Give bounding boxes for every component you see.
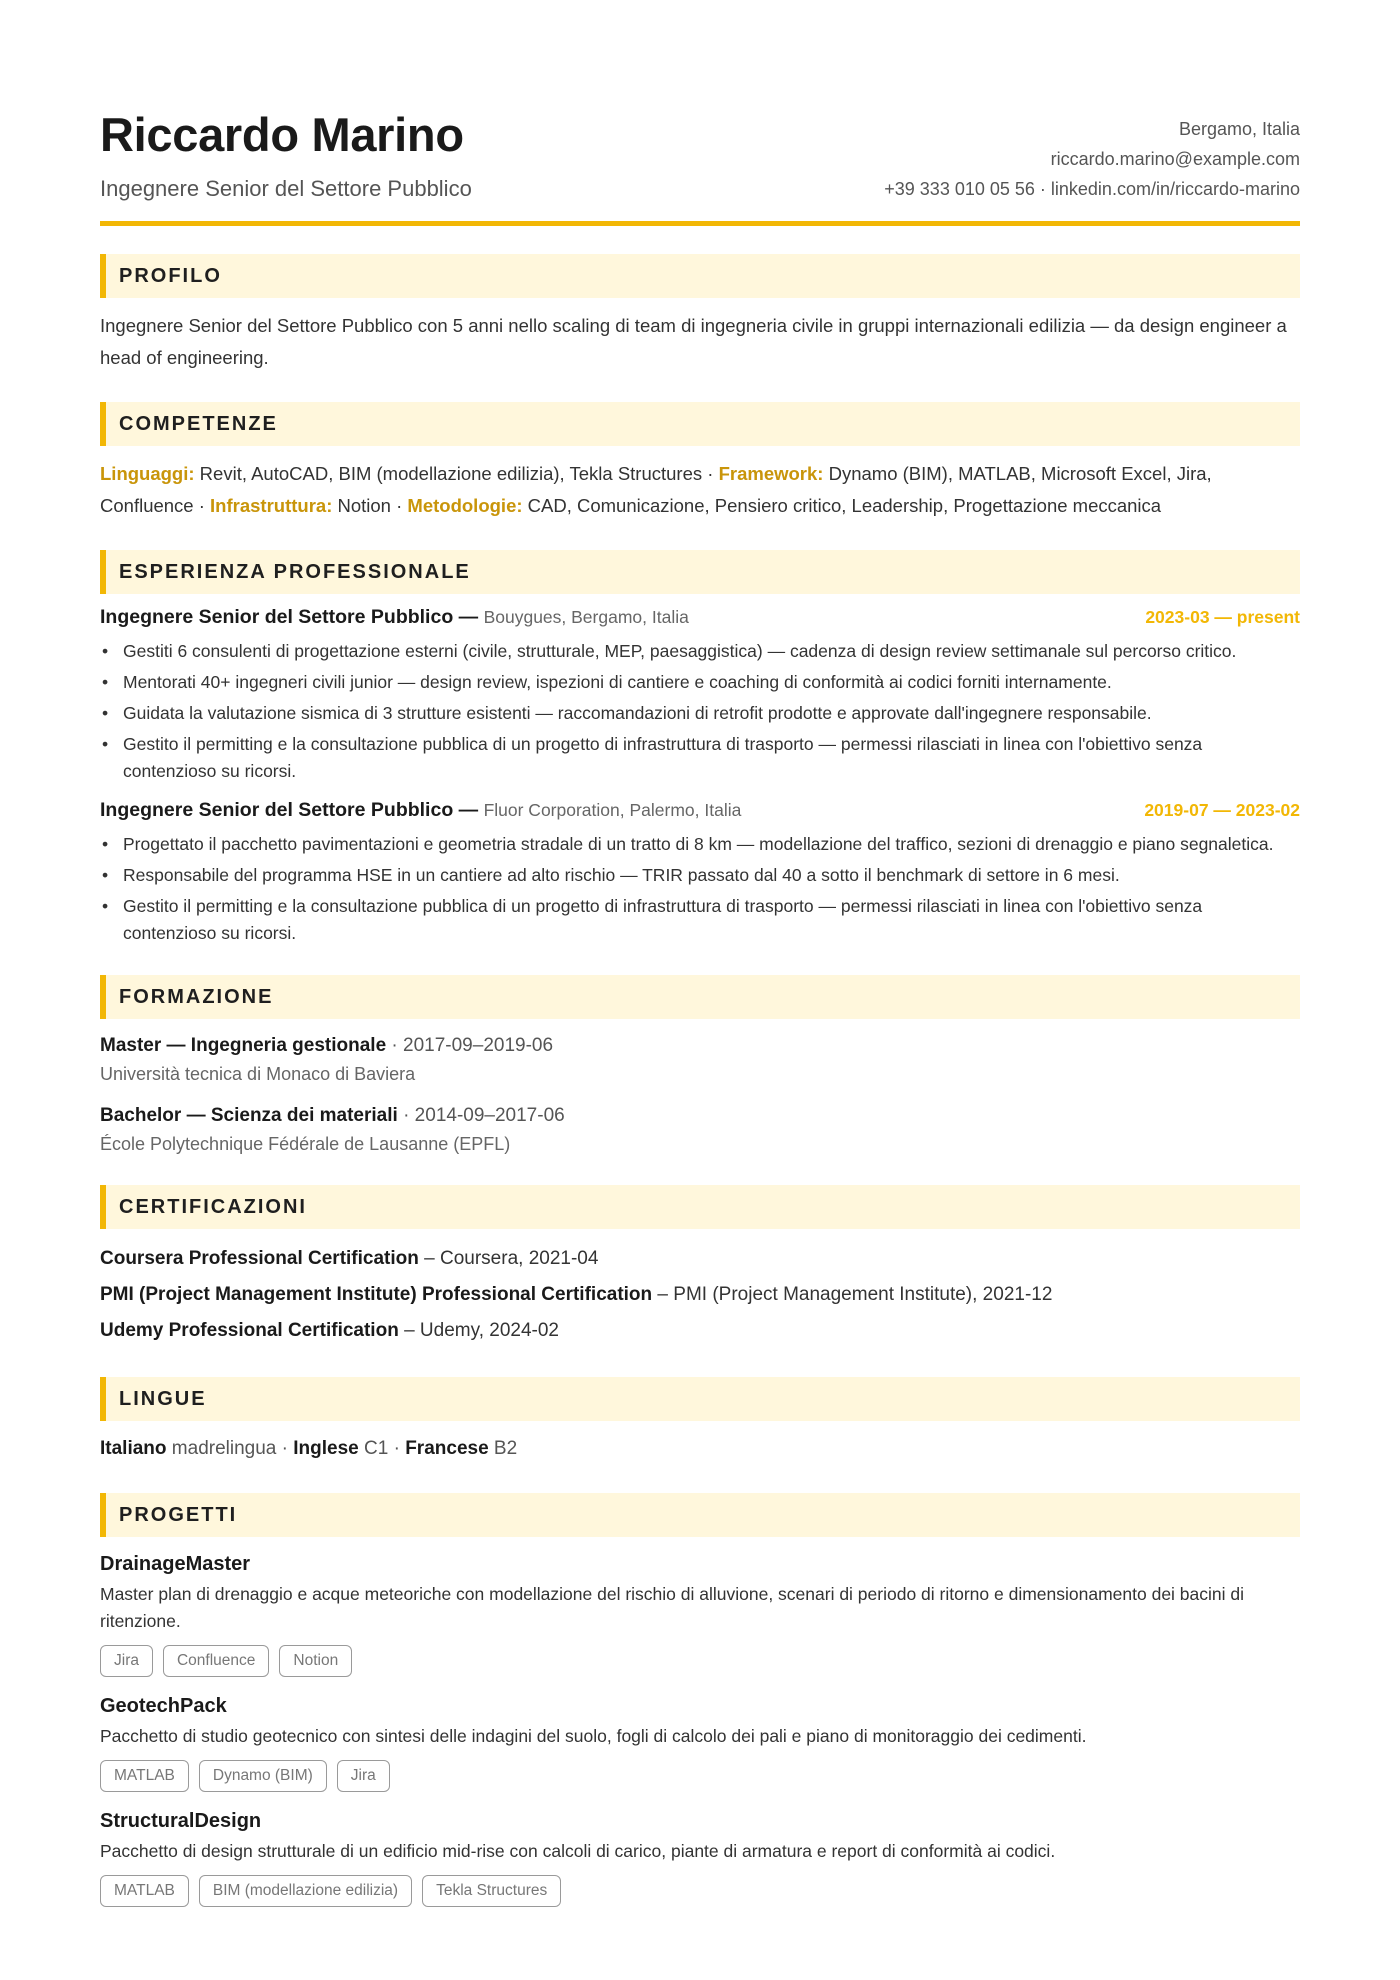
tech-tag: Jira: [100, 1645, 153, 1677]
certification-name: Udemy Professional Certification: [100, 1320, 399, 1341]
job-header: [100, 799, 1300, 829]
education-degree: Bachelor — Scienza dei materiali: [100, 1105, 398, 1126]
section-title-projects: PROGETTI: [100, 1493, 1300, 1537]
contact-info: [884, 114, 1300, 204]
education-degree: Master — Ingegneria gestionale: [100, 1035, 387, 1056]
tech-tag: MATLAB: [100, 1875, 189, 1907]
job-entry: [100, 606, 1300, 785]
tech-tag: MATLAB: [100, 1760, 189, 1792]
section-title-certifications: CERTIFICAZIONI: [100, 1185, 1300, 1229]
skill-values-infrastructure: Notion ·: [332, 495, 408, 516]
project-description: Pacchetto di studio geotecnico con sintesi delle indagini del suolo, fogli di calcolo dei pali e piano di monitoraggio dei cedimenti.: [100, 1726, 1087, 1746]
education-dates: · 2014-09–2017-06: [397, 1105, 565, 1126]
project-name: StructuralDesign: [100, 1810, 262, 1832]
certification-detail: – Udemy, 2024-02: [398, 1320, 559, 1341]
profile-summary: Ingegnere Senior del Settore Pubblico con 5 anni nello scaling di team di ingegneria civile in gruppi internazionali edilizia — da design engineer a head of engineering.: [100, 315, 1287, 368]
language-level: B2: [488, 1438, 518, 1459]
section-skills: [100, 402, 1300, 522]
skill-category-frameworks: Framework:: [718, 463, 824, 484]
tech-tag: Confluence: [163, 1645, 269, 1677]
job-organization: Fluor Corporation, Palermo, Italia: [483, 800, 742, 820]
education-entry: [100, 1101, 1300, 1157]
job-bullet: • Progettato il pacchetto pavimentazioni e geometria stradale di un tratto di 8 km — modellazione del traffico, sezioni di drenaggio e piano segnaletica.: [100, 831, 1300, 858]
certification-name: PMI (Project Management Institute) Professional Certification: [100, 1284, 653, 1305]
contact-location: Bergamo, Italia: [1178, 119, 1300, 139]
certification-name: Coursera Professional Certification: [100, 1248, 419, 1269]
section-projects: [100, 1493, 1300, 1907]
job-dates: 2019-07 — 2023-02: [1144, 800, 1300, 820]
section-title-skills: COMPETENZE: [100, 402, 1300, 446]
job-dates: 2023-03 — present: [1145, 607, 1300, 627]
project-name: GeotechPack: [100, 1695, 227, 1717]
job-title: Ingegnere Senior del Settore Pubblico —: [100, 606, 484, 628]
contact-email[interactable]: riccardo.marino@example.com: [1050, 149, 1300, 169]
section-title-experience: ESPERIENZA PROFESSIONALE: [100, 550, 1300, 594]
candidate-headline: Ingegnere Senior del Settore Pubblico: [100, 176, 472, 201]
project-description: Pacchetto di design strutturale di un edificio mid-rise con calcoli di carico, piante di armatura e report di conformità ai codici.: [100, 1841, 1056, 1861]
language-level: madrelingua: [166, 1438, 277, 1459]
job-entry: [100, 799, 1300, 947]
education-school: Università tecnica di Monaco di Baviera: [100, 1064, 416, 1084]
language-name: Inglese: [293, 1438, 359, 1459]
tech-tag: Tekla Structures: [422, 1875, 561, 1907]
candidate-name: Riccardo Marino: [100, 108, 464, 161]
tech-tag: Jira: [337, 1760, 390, 1792]
tech-tag: BIM (modellazione edilizia): [199, 1875, 412, 1907]
section-certifications: [100, 1185, 1300, 1349]
education-dates: · 2017-09–2019-06: [386, 1035, 554, 1056]
job-bullets: [100, 831, 1300, 947]
section-languages: [100, 1377, 1300, 1465]
certification-detail: – PMI (Project Management Institute), 2021-12: [652, 1284, 1053, 1305]
project-entry: [100, 1806, 1300, 1907]
job-bullet: • Gestito il permitting e la consultazione pubblica di un progetto di infrastruttura di trasporto — permessi rilasciati in linea con l'obiettivo senza contenzioso su ricorsi.: [100, 731, 1300, 785]
language-separator: ·: [276, 1438, 294, 1459]
job-title: Ingegnere Senior del Settore Pubblico —: [100, 799, 484, 821]
section-title-education: FORMAZIONE: [100, 975, 1300, 1019]
job-bullet: • Gestiti 6 consulenti di progettazione esterni (civile, strutturale, MEP, paesaggistica) — cadenza di design review settimanale sul percorso critico.: [100, 638, 1300, 665]
education-entry: [100, 1031, 1300, 1087]
job-bullet: • Mentorati 40+ ingegneri civili junior — design review, ispezioni di cantiere e coaching di conformità ai codici forniti internamente.: [100, 669, 1300, 696]
certification-entry: [100, 1241, 1300, 1277]
job-organization: Bouygues, Bergamo, Italia: [483, 607, 689, 627]
languages-list: [100, 1433, 1300, 1465]
skill-values-frameworks: Dynamo (BIM), MATLAB, Microsoft Excel, Jira, Confluence ·: [100, 463, 1212, 516]
section-title-languages: LINGUE: [100, 1377, 1300, 1421]
section-title-profile: PROFILO: [100, 254, 1300, 298]
job-bullet: • Guidata la valutazione sismica di 3 strutture esistenti — raccomandazioni di retrofit prodotte e approvate dall'ingegnere responsabile.: [100, 700, 1300, 727]
header-left: [100, 108, 472, 202]
skill-values-methodologies: CAD, Comunicazione, Pensiero critico, Leadership, Progettazione meccanica: [522, 495, 1162, 516]
job-bullet: • Responsabile del programma HSE in un cantiere ad alto rischio — TRIR passato dal 40 a sotto il benchmark di settore in 6 mesi.: [100, 862, 1300, 889]
tech-tag: Dynamo (BIM): [199, 1760, 327, 1792]
certification-detail: – Coursera, 2021-04: [418, 1248, 599, 1269]
language-name: Francese: [405, 1438, 489, 1459]
project-name: DrainageMaster: [100, 1553, 251, 1575]
tech-tag: Notion: [279, 1645, 352, 1677]
section-profile: [100, 254, 1300, 374]
job-header: [100, 606, 1300, 636]
resume-header: [100, 108, 1300, 226]
skill-values-languages: Revit, AutoCAD, BIM (modellazione edilizia), Tekla Structures ·: [194, 463, 719, 484]
language-name: Italiano: [100, 1438, 167, 1459]
project-tags: [100, 1760, 1300, 1792]
project-description: Master plan di drenaggio e acque meteoriche con modellazione del rischio di alluvione, scenari di periodo di ritorno e dimensionamento dei bacini di ritenzione.: [100, 1584, 1245, 1631]
skill-category-languages: Linguaggi:: [100, 463, 195, 484]
language-level: C1: [358, 1438, 389, 1459]
project-tags: [100, 1875, 1300, 1907]
certification-entry: [100, 1277, 1300, 1313]
education-school: École Polytechnique Fédérale de Lausanne (EPFL): [100, 1134, 511, 1154]
certification-entry: [100, 1313, 1300, 1349]
section-experience: [100, 550, 1300, 947]
skills-text: [100, 458, 1300, 522]
job-bullet: • Gestito il permitting e la consultazione pubblica di un progetto di infrastruttura di trasporto — permessi rilasciati in linea con l'obiettivo senza contenzioso su ricorsi.: [100, 893, 1300, 947]
section-education: [100, 975, 1300, 1157]
project-tags: [100, 1645, 1300, 1677]
project-entry: [100, 1549, 1300, 1677]
skill-category-methodologies: Metodologie:: [407, 495, 523, 516]
language-separator: ·: [388, 1438, 406, 1459]
job-bullets: [100, 638, 1300, 785]
contact-phone-links[interactable]: +39 333 010 05 56 · linkedin.com/in/riccardo-marino: [884, 179, 1300, 199]
project-entry: [100, 1691, 1300, 1792]
skill-category-infrastructure: Infrastruttura:: [210, 495, 333, 516]
